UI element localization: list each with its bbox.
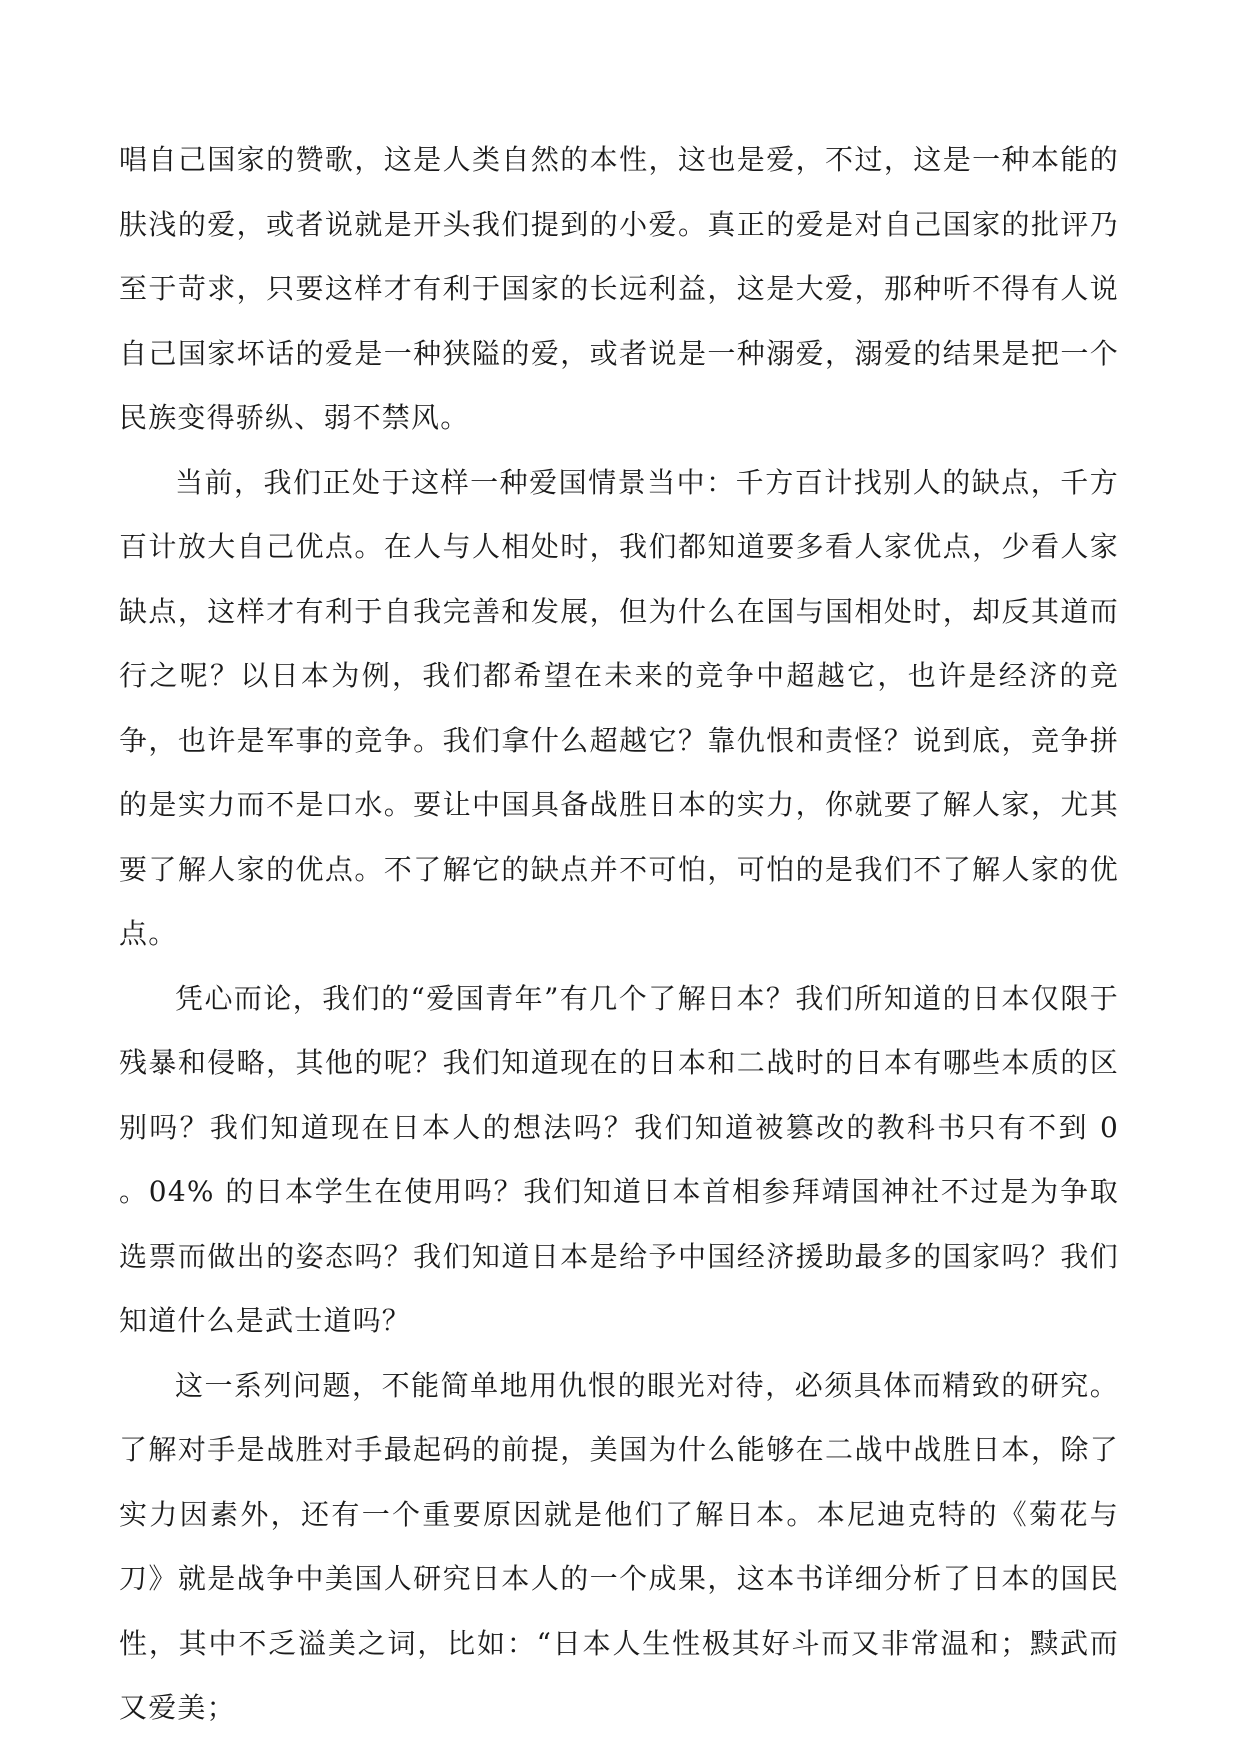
paragraph-1: 唱自己国家的赞歌，这是人类自然的本性，这也是爱，不过，这是一种本能的肤浅的爱，或者说就是开头我们提到的小爱。真正的爱是对自己国家的批评乃至于苛求，只要这样才有利于国家的长远利益，这是大爱，那种听不得有人说自己国家坏话的爱是一种狭隘的爱，或者说是一种溺爱，溺爱的结果是把一个民族变得骄纵、弱不禁风。 bbox=[119, 143, 1119, 434]
paragraph-4: 这一系列问题，不能简单地用仇恨的眼光对待，必须具体而精致的研究。了解对手是战胜对手最起码的前提，美国为什么能够在二战中战胜日本，除了实力因素外，还有一个重要原因就是他们了解日本。本尼迪克特的《菊花与刀》就是战争中美国人研究日本人的一个成果，这本书详细分析了日本的国民性，其中不乏溢美之词，比如：“日本人生性极其好斗而又非常温和；黩武而又爱美； bbox=[119, 1368, 1119, 1724]
paragraph-3: 凭心而论，我们的“爱国青年”有几个了解日本？我们所知道的日本仅限于残暴和侵略，其他的呢？我们知道现在的日本和二战时的日本有哪些本质的区别吗？我们知道现在日本人的想法吗？我们知道被篡改的教科书只有不到 0 。04% 的日本学生在使用吗？我们知道日本首相参拜靖国神社不过是为争取选票而做出的姿态吗？我们知道日本是给予中国经济援助最多的国家吗？我们知道什么是武士道吗？ bbox=[119, 981, 1119, 1337]
paragraph-2: 当前，我们正处于这样一种爱国情景当中：千方百计找别人的缺点，千方百计放大自己优点。在人与人相处时，我们都知道要多看人家优点，少看人家缺点，这样才有利于自我完善和发展，但为什么在国与国相处时，却反其道而行之呢？以日本为例，我们都希望在未来的竞争中超越它，也许是经济的竞争，也许是军事的竞争。我们拿什么超越它？靠仇恨和责怪？说到底，竞争拼的是实力而不是口水。要让中国具备战胜日本的实力，你就要了解人家，尤其要了解人家的优点。不了解它的缺点并不可怕，可怕的是我们不了解人家的优点。 bbox=[119, 465, 1119, 950]
document-body bbox=[119, 128, 1119, 1741]
